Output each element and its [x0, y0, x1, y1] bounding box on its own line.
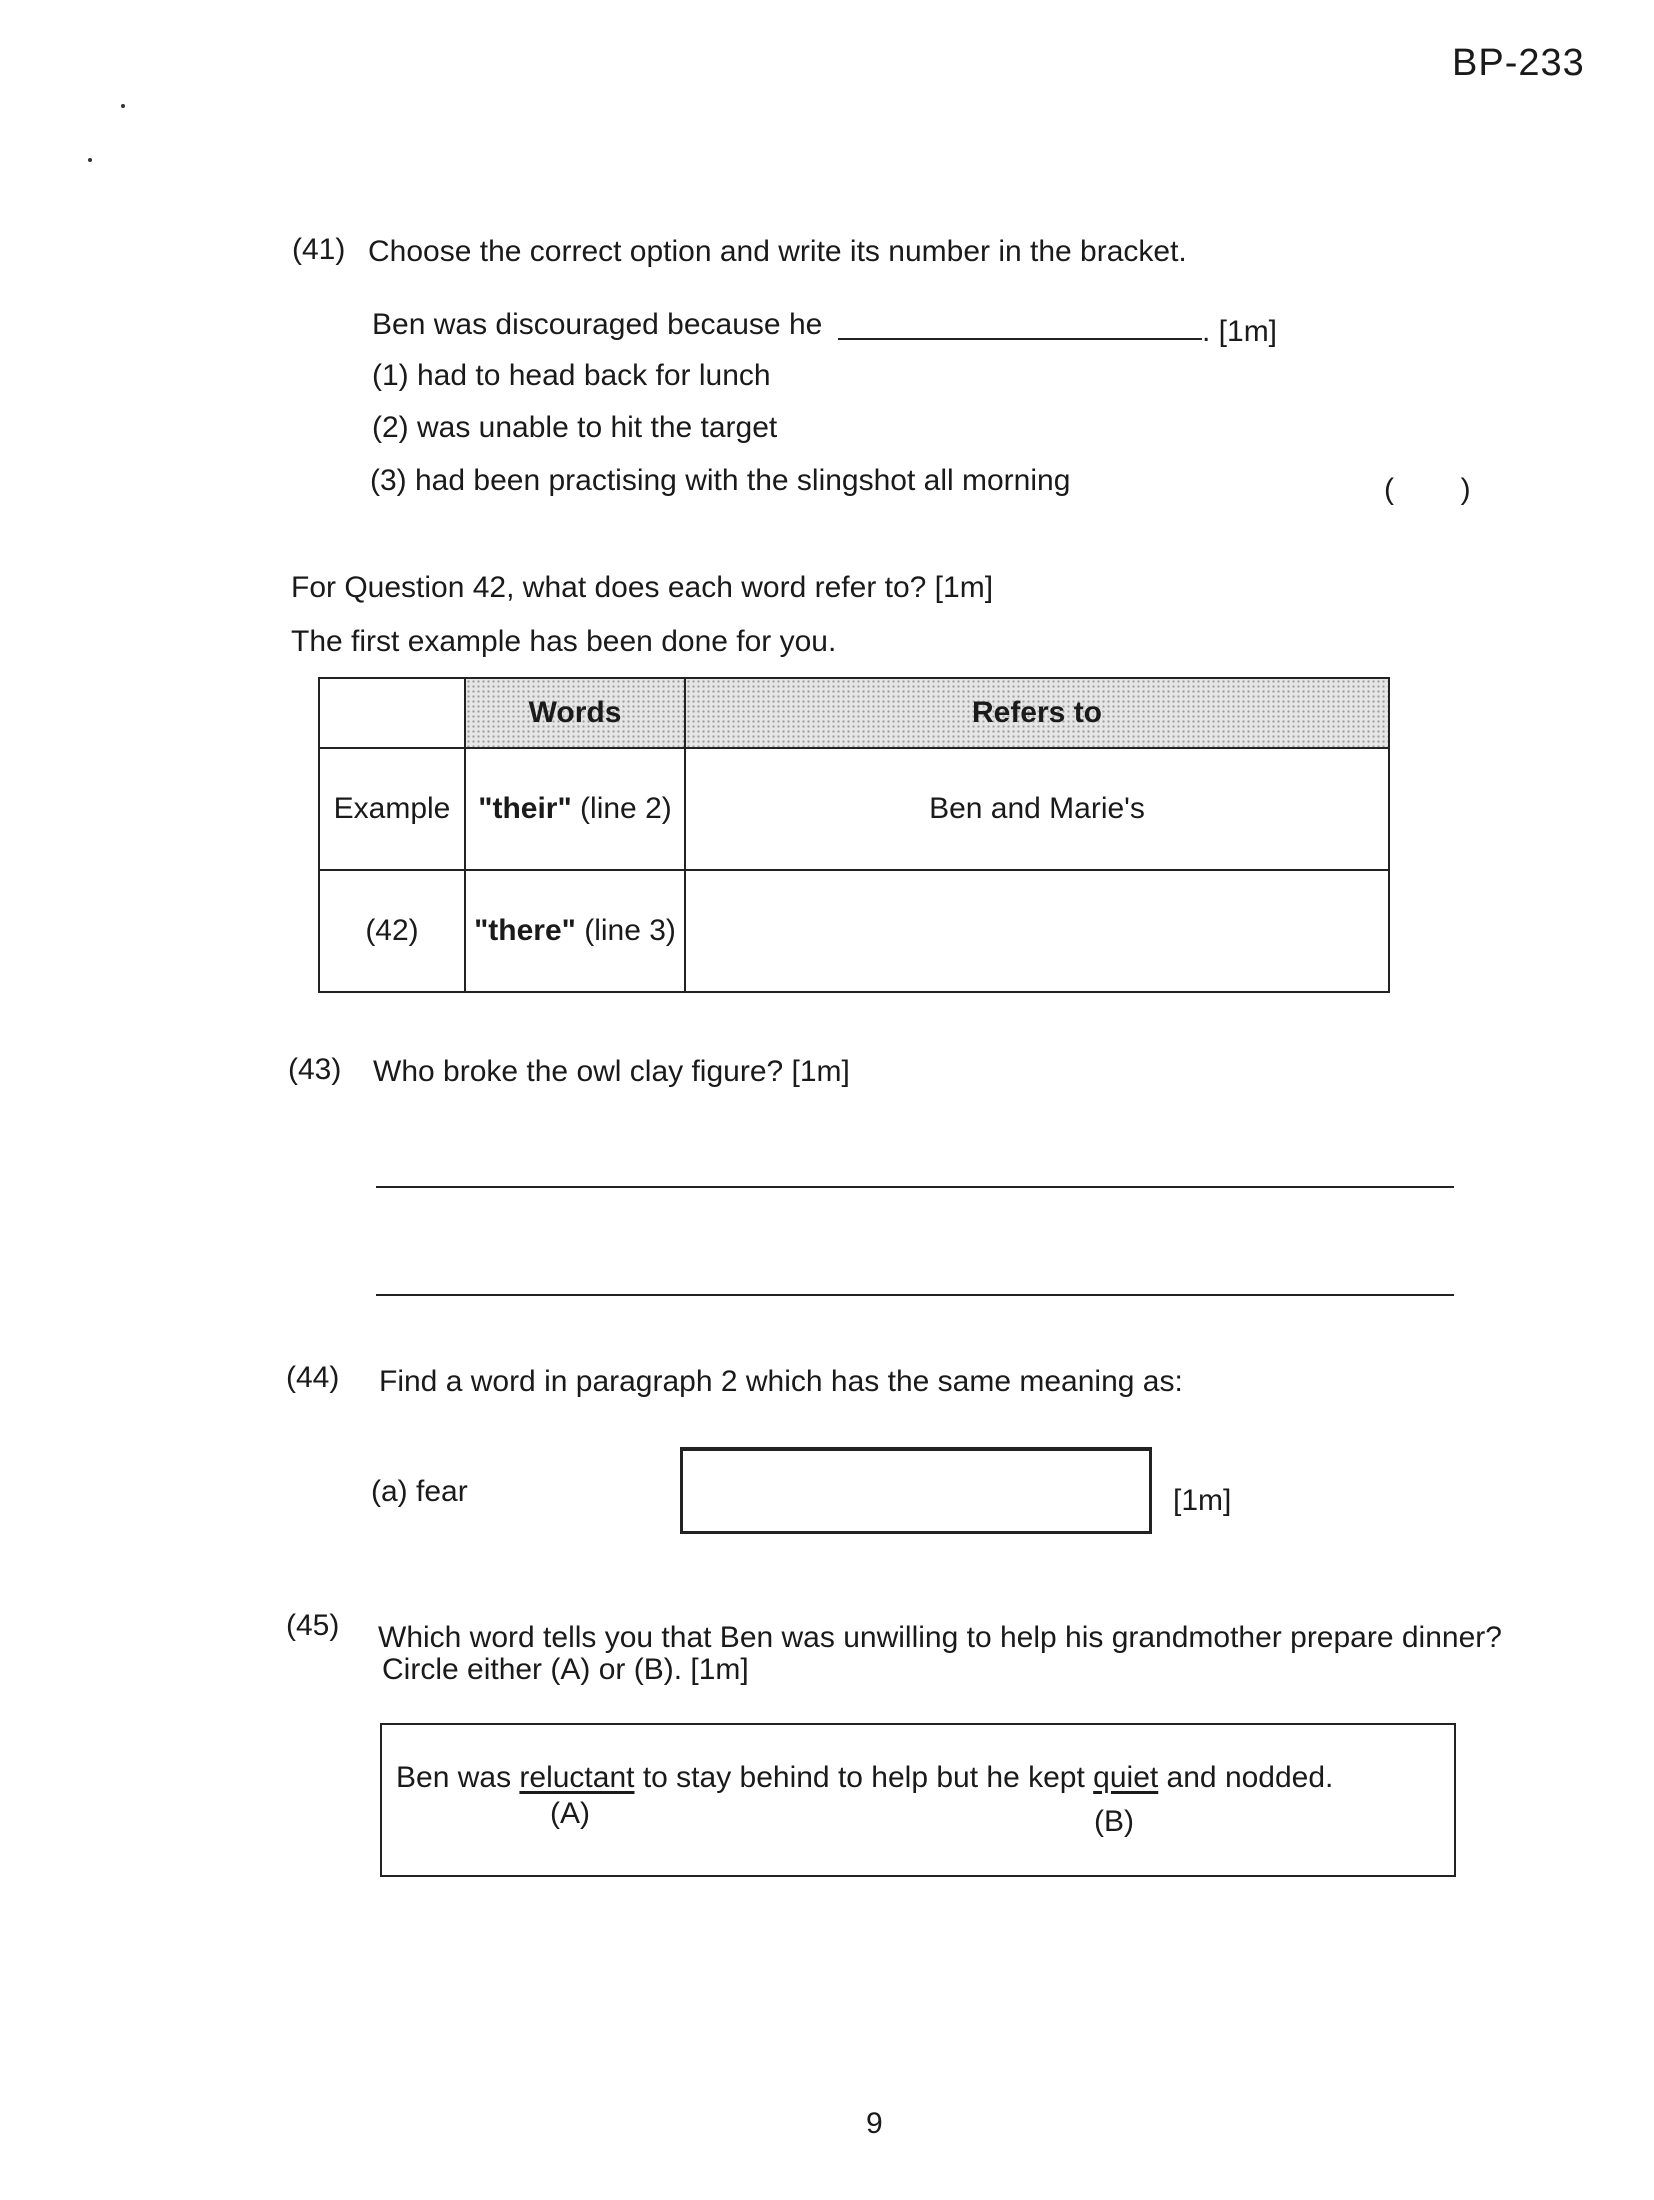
q45-instruction: Circle either (A) or (B). [1m] — [382, 1653, 749, 1686]
q43-answer-line-1[interactable] — [376, 1186, 1454, 1188]
q43-question: Who broke the owl clay figure? [1m] — [373, 1055, 850, 1088]
row-label: Example — [319, 748, 465, 870]
page-number: 9 — [866, 2107, 883, 2140]
q41-instruction: Choose the correct option and write its number in the bracket. — [368, 235, 1187, 268]
table-row — [319, 748, 1389, 870]
header-cell-blank — [319, 678, 465, 748]
sentence-part: Ben was — [396, 1761, 520, 1794]
row-word — [465, 870, 685, 992]
sentence-part: and nodded. — [1158, 1761, 1334, 1794]
option-a-label[interactable]: (A) — [550, 1797, 590, 1830]
q41-option-1: (1) had to head back for lunch — [372, 359, 771, 392]
q44-number: (44) — [286, 1361, 340, 1394]
q41-answer-bracket[interactable]: ( ) — [1384, 473, 1471, 506]
word-line-ref: (line 2) — [571, 792, 672, 825]
option-b-word[interactable]: quiet — [1093, 1761, 1159, 1794]
q42-answer-cell[interactable] — [685, 870, 1389, 992]
header-refers-to: Refers to — [685, 678, 1389, 748]
q43-number: (43) — [288, 1053, 342, 1086]
sentence-part: to stay behind to help but he kept — [634, 1761, 1094, 1794]
q45-question: Which word tells you that Ben was unwilling to help his grandmother prepare dinner? — [378, 1621, 1502, 1654]
option-b-label[interactable]: (B) — [1094, 1805, 1134, 1838]
q41-option-3: (3) had been practising with the slingshot all morning — [370, 464, 1071, 497]
q42-intro-example: The first example has been done for you. — [291, 625, 837, 658]
refers-to-table — [318, 677, 1390, 993]
page-code: BP-233 — [1452, 42, 1585, 84]
q44-part-a: (a) fear — [371, 1475, 468, 1508]
word-term: "their" — [478, 792, 572, 825]
word-line-ref: (line 3) — [575, 914, 676, 947]
table-row — [319, 870, 1389, 992]
word-term: "there" — [474, 914, 576, 947]
q45-number: (45) — [286, 1609, 340, 1642]
header-words: Words — [465, 678, 685, 748]
q44-question: Find a word in paragraph 2 which has the same meaning as: — [379, 1365, 1183, 1398]
q42-intro: For Question 42, what does each word refer to? [1m] — [291, 571, 994, 604]
q45-sentence-box — [380, 1723, 1456, 1877]
q41-number: (41) — [292, 233, 346, 266]
q41-option-2: (2) was unable to hit the target — [372, 411, 778, 444]
row-refers-to: Ben and Marie's — [685, 748, 1389, 870]
q43-answer-line-2[interactable] — [376, 1294, 1454, 1296]
q44-answer-box[interactable] — [680, 1447, 1152, 1534]
option-a-word[interactable]: reluctant — [519, 1761, 635, 1794]
row-word — [465, 748, 685, 870]
q45-sentence — [396, 1760, 1333, 1796]
speck — [88, 158, 92, 162]
row-label: (42) — [319, 870, 465, 992]
q41-answer-line[interactable] — [838, 338, 1202, 340]
q41-marks: . [1m] — [1202, 315, 1278, 348]
q44-marks: [1m] — [1173, 1484, 1232, 1517]
speck — [121, 104, 125, 108]
q41-stem: Ben was discouraged because he — [372, 308, 823, 341]
table-header-row — [319, 678, 1389, 748]
